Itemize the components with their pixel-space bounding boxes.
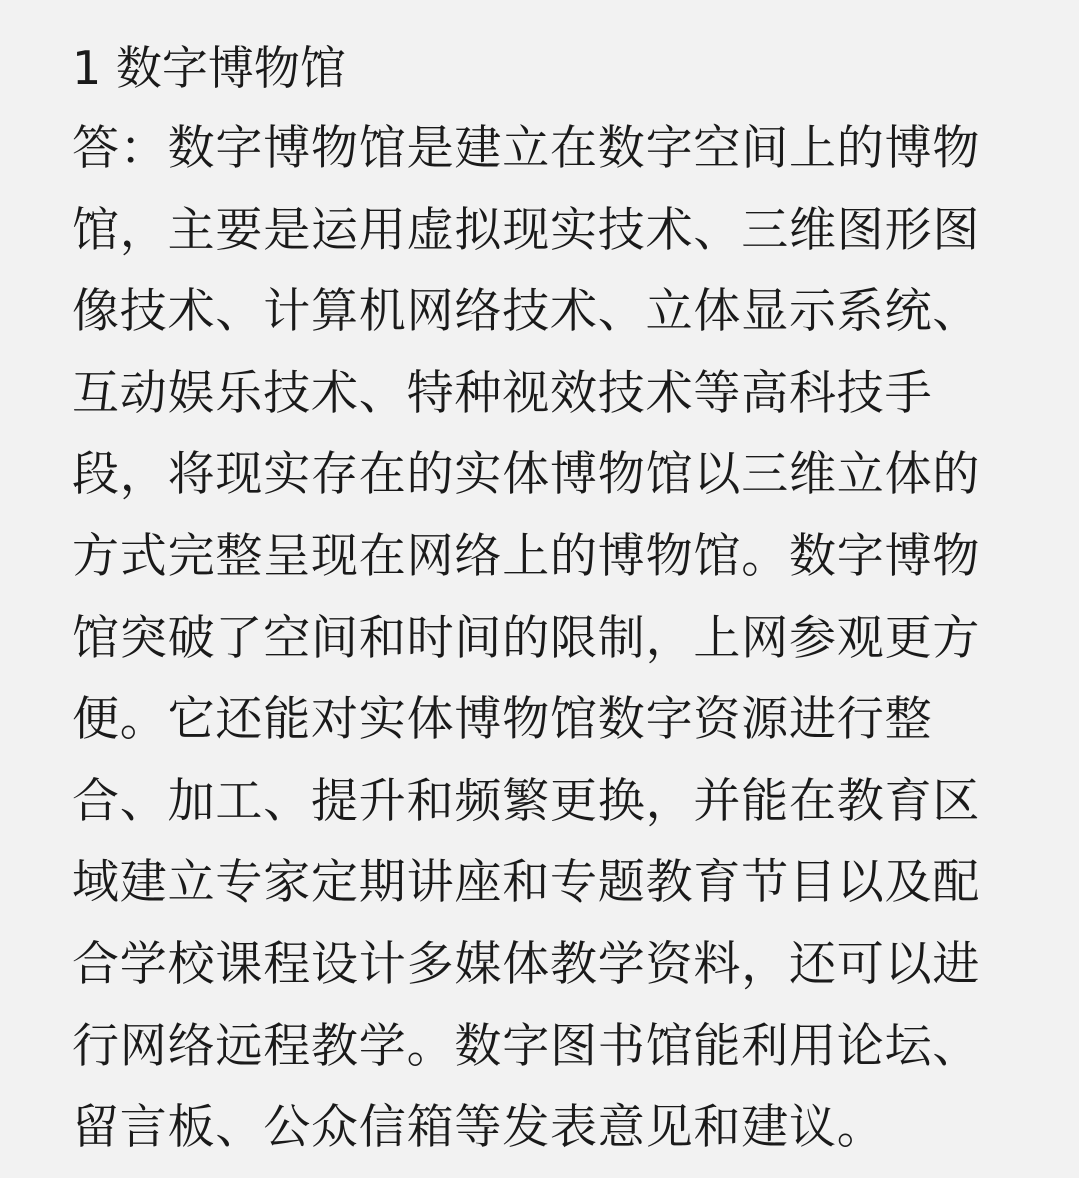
answer-paragraph [72, 117, 1072, 1178]
answer-line: 答：数字博物馆是建立在数字空间上的博物 [72, 121, 981, 176]
answer-line: 互动娱乐技术、特种视效技术等高科技手 [72, 365, 933, 421]
answer-line: 便。它还能对实体博物馆数字资源进行整 [72, 692, 933, 748]
answer-line: 留言板、公众信箱等发表意见和建议。 [72, 1100, 885, 1156]
answer-line: 段，将现实存在的实体博物馆以三维立体的 [72, 447, 981, 503]
answer-line: 馆，主要是运用虚拟现实技术、三维图形图 [72, 202, 981, 258]
answer-line: 馆突破了空间和时间的限制，上网参观更方 [72, 610, 981, 666]
answer-line: 合学校课程设计多媒体教学资料，还可以进 [72, 936, 981, 992]
answer-line: 方式完整呈现在网络上的博物馆。数字博物 [72, 528, 981, 584]
answer-line: 域建立专家定期讲座和专题教育节目以及配 [72, 855, 981, 911]
question-title: 1 数字博物馆 [72, 41, 346, 95]
answer-line: 合、加工、提升和频繁更换，并能在教育区 [72, 773, 981, 829]
answer-line: 像技术、计算机网络技术、立体显示系统、 [72, 284, 981, 340]
answer-line: 行网络远程教学。数字图书馆能利用论坛、 [72, 1018, 981, 1074]
